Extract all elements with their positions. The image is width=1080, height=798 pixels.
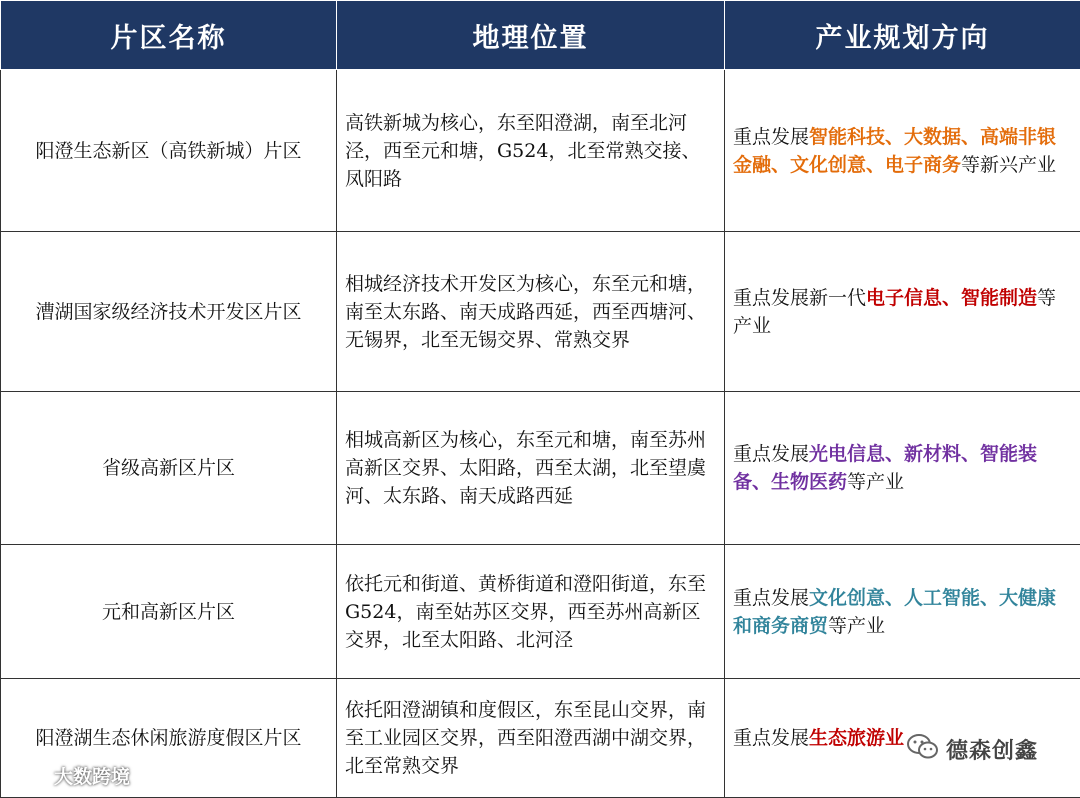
watermark-right xyxy=(906,732,1038,766)
location-cell: 相城经济技术开发区为核心，东至元和塘，南至太东路、南天成路西延，西至西塘河、无锡界，北至无锡交界、常熟交界 xyxy=(337,232,725,392)
table-row xyxy=(1,70,1080,232)
industry-highlight: 电子信息、智能制造 xyxy=(866,287,1037,309)
industry-prefix: 重点发展 xyxy=(733,587,809,609)
industry-suffix: 等产业 xyxy=(733,287,1056,337)
industry-cell xyxy=(725,545,1080,679)
industry-suffix: 等新兴产业 xyxy=(961,154,1056,176)
industry-highlight: 智能科技、大数据、高端非银金融、文化创意、电子商务 xyxy=(733,126,1056,176)
industry-prefix: 重点发展新一代 xyxy=(733,287,866,309)
industry-prefix: 重点发展 xyxy=(733,126,809,148)
zone-name-cell: 阳澄生态新区（高铁新城）片区 xyxy=(1,70,337,232)
header-zone-name: 片区名称 xyxy=(1,1,337,70)
industry-highlight: 文化创意、人工智能、大健康和商务商贸 xyxy=(733,587,1056,637)
industry-cell xyxy=(725,232,1080,392)
location-cell: 相城高新区为核心，东至元和塘，南至苏州高新区交界、太阳路，西至太湖，北至望虞河、太东路、南天成路西延 xyxy=(337,392,725,545)
header-row xyxy=(1,1,1080,70)
industry-prefix: 重点发展 xyxy=(733,727,809,749)
location-cell: 依托阳澄湖镇和度假区，东至昆山交界，南至工业园区交界，西至阳澄西湖中湖交界，北至常熟交界 xyxy=(337,679,725,798)
header-location: 地理位置 xyxy=(337,1,725,70)
zone-name-cell: 元和高新区片区 xyxy=(1,545,337,679)
table-row xyxy=(1,392,1080,545)
zone-name-cell: 阳澄湖生态休闲旅游度假区片区 xyxy=(1,679,337,798)
zone-name-cell: 漕湖国家级经济技术开发区片区 xyxy=(1,232,337,392)
zone-name-cell: 省级高新区片区 xyxy=(1,392,337,545)
watermark-left-text: 大数跨境 xyxy=(54,762,130,789)
industry-suffix: 等产业 xyxy=(828,615,885,637)
industry-suffix: 等产业 xyxy=(847,471,904,493)
industry-highlight: 光电信息、新材料、智能装备、生物医药 xyxy=(733,443,1037,493)
industry-prefix: 重点发展 xyxy=(733,443,809,465)
industry-cell xyxy=(725,392,1080,545)
watermark-left xyxy=(10,762,130,789)
table-row xyxy=(1,545,1080,679)
industry-cell xyxy=(725,70,1080,232)
location-cell: 高铁新城为核心，东至阳澄湖，南至北河泾，西至元和塘，G524，北至常熟交接、凤阳路 xyxy=(337,70,725,232)
industry-highlight: 生态旅游业 xyxy=(809,727,904,749)
location-cell: 依托元和街道、黄桥街道和澄阳街道，东至G524，南至姑苏区交界，西至苏州高新区交界，北至太阳路、北河泾 xyxy=(337,545,725,679)
header-industry: 产业规划方向 xyxy=(725,1,1080,70)
watermark-right-text: 德森创鑫 xyxy=(946,734,1038,765)
table-row xyxy=(1,232,1080,392)
watermark-logo-icon xyxy=(10,762,50,789)
wechat-icon xyxy=(906,732,940,766)
